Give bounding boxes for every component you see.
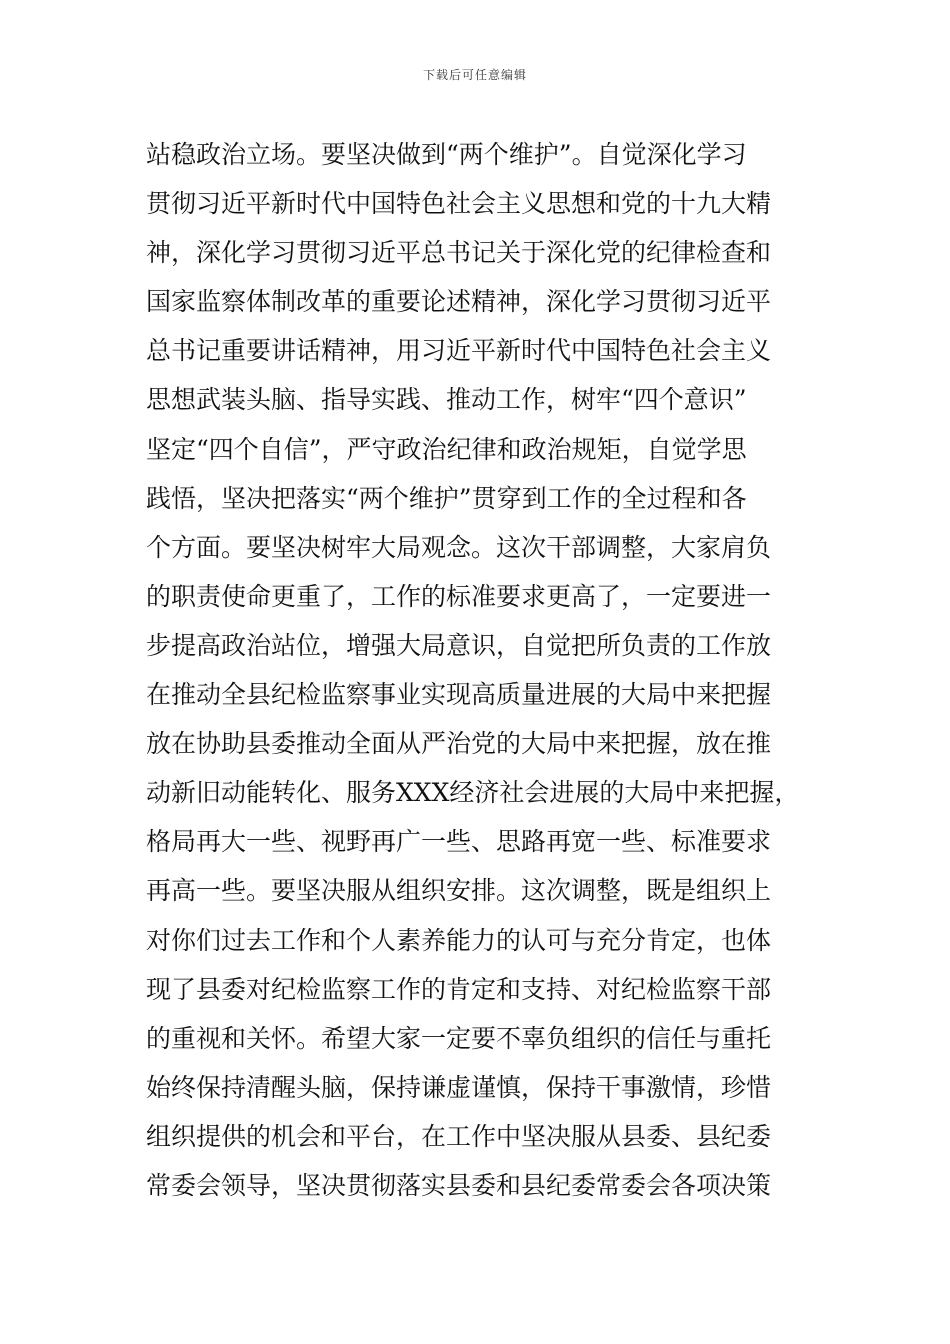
page-header: 下载后可任意编辑 (422, 68, 527, 82)
text-line: 在推动全县纪检监察事业实现高质量进展的大局中来把握 (146, 680, 772, 710)
text-line: 组织提供的机会和平台，在工作中坚决服从县委、县纪委 (146, 1121, 772, 1151)
text-line: 国家监察体制改革的重要论述精神，深化学习贯彻习近平 (146, 287, 772, 317)
text-line: 常委会领导，坚决贯彻落实县委和县纪委常委会各项决策 (146, 1170, 772, 1200)
text-line: 神，深化学习贯彻习近平总书记关于深化党的纪律检查和 (146, 238, 772, 268)
text-line: 对你们过去工作和个人素养能力的认可与充分肯定，也体 (146, 925, 772, 955)
text-line: 坚定“四个自信”，严守政治纪律和政治规矩，自觉学思 (146, 434, 747, 464)
text-line: 站稳政治立场。要坚决做到“两个维护”。自觉深化学习 (146, 140, 747, 169)
text-line: 步提高政治站位，增强大局意识，自觉把所负责的工作放 (146, 630, 772, 660)
text-line: 动新旧动能转化、服务XXX经济社会进展的大局中来把握， (146, 778, 800, 808)
text-line: 格局再大一些、视野再广一些、思路再宽一些、标准要求 (146, 827, 772, 857)
text-line: 再高一些。要坚决服从组织安排。这次调整，既是组织上 (146, 876, 772, 906)
text-line: 始终保持清醒头脑，保持谦虚谨慎，保持干事激情，珍惜 (146, 1072, 772, 1102)
text-line: 个方面。要坚决树牢大局观念。这次干部调整，大家肩负 (146, 532, 772, 562)
text-line: 践悟，坚决把落实“两个维护”贯穿到工作的全过程和各 (146, 483, 747, 513)
text-line: 思想武装头脑、指导实践、推动工作，树牢“四个意识” (146, 385, 747, 415)
text-line: 总书记重要讲话精神，用习近平新时代中国特色社会主义 (146, 336, 772, 366)
body-text (146, 130, 826, 1210)
text-line: 贯彻习近平新时代中国特色社会主义思想和党的十九大精 (146, 189, 772, 219)
text-line: 的重视和关怀。希望大家一定要不辜负组织的信任与重托 (146, 1023, 772, 1053)
text-line: 现了县委对纪检监察工作的肯定和支持、对纪检监察干部 (146, 974, 772, 1004)
text-line: 放在协助县委推动全面从严治党的大局中来把握，放在推 (146, 729, 772, 759)
text-line: 的职责使命更重了，工作的标准要求更高了，一定要进一 (146, 581, 772, 611)
